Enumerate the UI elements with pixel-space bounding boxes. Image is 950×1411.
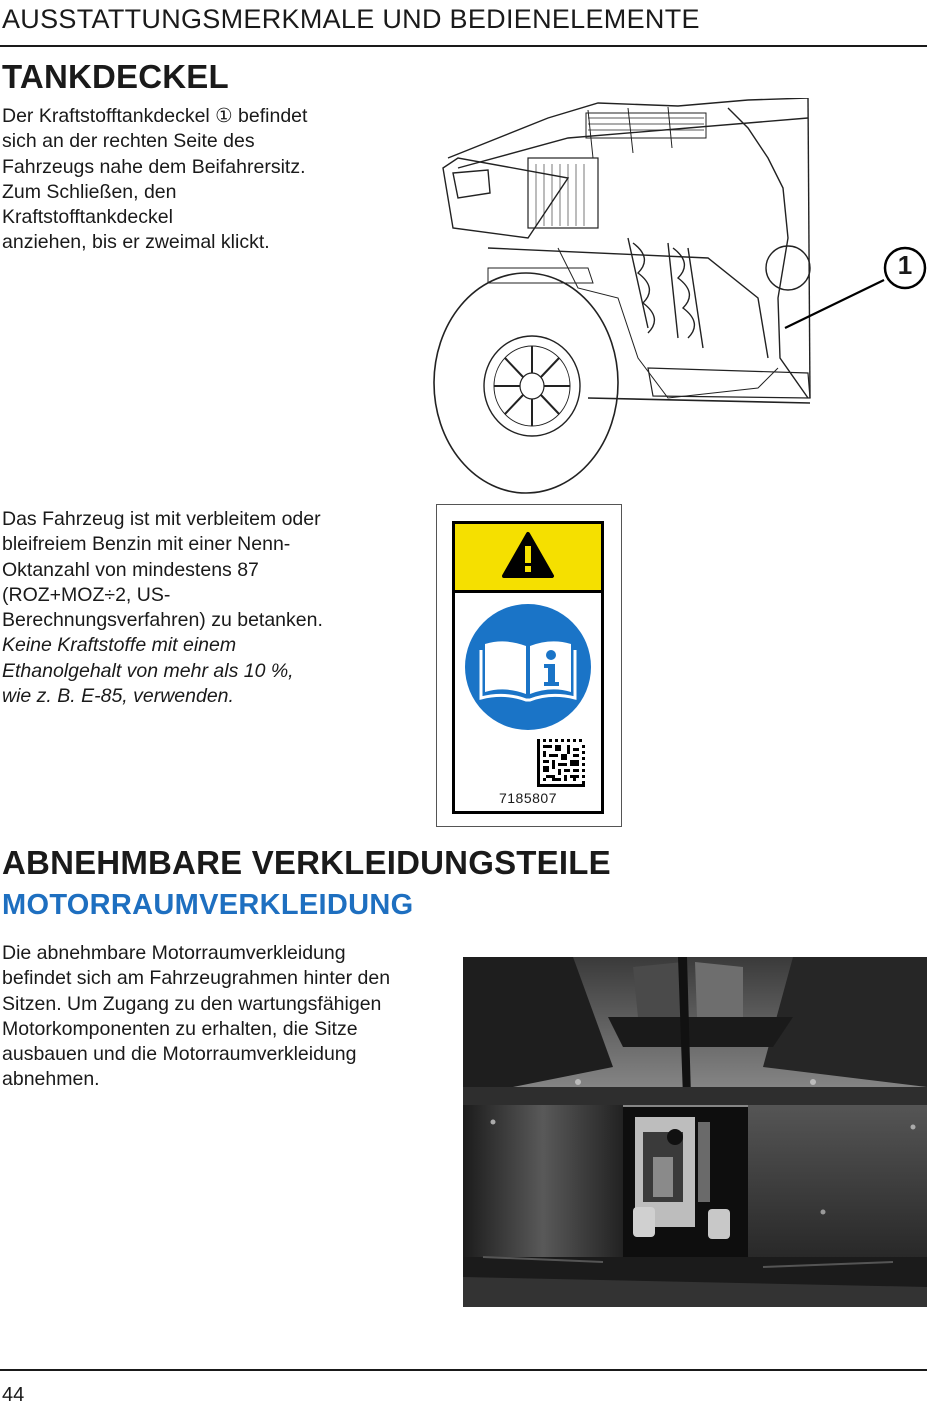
- read-manual-icon: [465, 604, 591, 730]
- page-number: 44: [2, 1384, 25, 1406]
- engine-cover-photo: [463, 957, 927, 1307]
- text-line: Zum Schließen, den: [2, 180, 177, 203]
- section-heading-removable-panels: ABNEHMBARE VERKLEIDUNGSTEILE: [2, 844, 611, 881]
- text-line: Das Fahrzeug ist mit verbleitem oder: [2, 508, 321, 530]
- running-header-title: AUSSTATTUNGSMERKMALE UND BEDIENELEMENTE: [2, 4, 700, 34]
- text-line-italic: wie z. B. E-85, verwenden.: [2, 685, 234, 708]
- section-heading-fuel-cap: TANKDECKEL: [2, 58, 229, 95]
- warning-band: [455, 524, 601, 593]
- header-rule: [0, 45, 927, 47]
- text-line: Oktanzahl von mindestens 87: [2, 558, 259, 581]
- label-part-number: 7185807: [498, 790, 557, 806]
- footer-rule: [0, 1369, 927, 1371]
- label-inner-frame: [452, 521, 604, 814]
- text-line: Sitzen. Um Zugang zu den wartungsfähigen: [2, 992, 382, 1015]
- text-line-italic: Ethanolgehalt von mehr als 10 %,: [2, 659, 294, 682]
- text-line: befindet sich am Fahrzeugrahmen hinter den: [2, 967, 391, 990]
- text-line: Kraftstofftankdeckel: [2, 206, 173, 229]
- text-line: Motorkomponenten zu erhalten, die Sitze: [2, 1017, 358, 1040]
- data-matrix-code: [537, 739, 585, 787]
- text-line: anziehen, bis er zweimal klickt.: [2, 231, 270, 254]
- fuel-warning-label: [436, 504, 622, 827]
- text-line: abnehmen.: [2, 1068, 100, 1091]
- text-line: Der Kraftstofftankdeckel ① befindet: [2, 105, 308, 127]
- text-line-italic: Keine Kraftstoffe mit einem: [2, 634, 237, 657]
- callout-number: 1: [897, 250, 913, 280]
- engine-cover-description: [2, 941, 462, 1093]
- fuel-cap-description: [2, 104, 402, 256]
- text-line: Berechnungsverfahren) zu betanken.: [2, 609, 323, 632]
- callout-1: [780, 240, 930, 340]
- fuel-requirements-text: [2, 507, 422, 709]
- text-line: sich an der rechten Seite des: [2, 130, 255, 153]
- text-line: Fahrzeugs nahe dem Beifahrersitz.: [2, 155, 306, 178]
- text-line: ausbauen und die Motorraumverkleidung: [2, 1043, 357, 1066]
- subheading-engine-cover: MOTORRAUMVERKLEIDUNG: [2, 889, 414, 921]
- text-line: (ROZ+MOZ÷2, US-: [2, 583, 171, 606]
- text-line: bleifreiem Benzin mit einer Nenn-: [2, 533, 291, 556]
- warning-triangle-icon: [455, 524, 601, 590]
- text-line: Die abnehmbare Motorraumverkleidung: [2, 942, 346, 964]
